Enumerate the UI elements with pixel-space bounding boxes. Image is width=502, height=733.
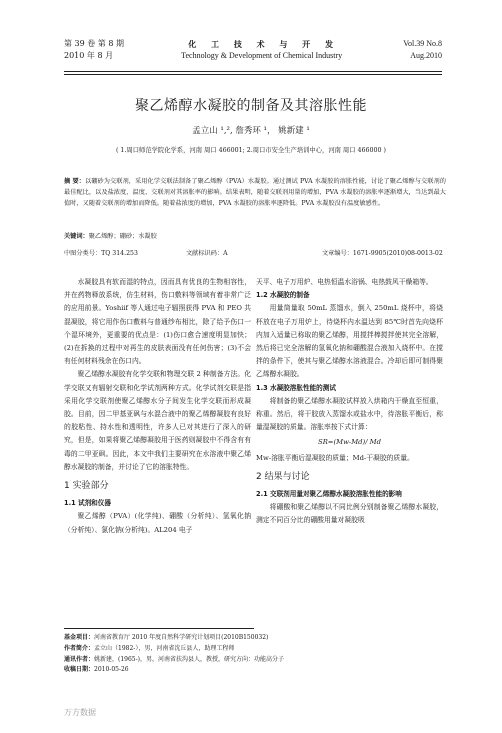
swelling-ratio-equation: SR=(Mw-Md)/ Md (318, 438, 381, 447)
reagents-paragraph: 聚乙烯醇（PVA）(化学纯)、硼酸（分析纯）、氢氧化钠（分析纯）、氯化钠(分析纯)。AL204 电子 (64, 512, 251, 534)
intro-paragraph-1: 水凝胶具有软而湿的特点，因而具有优良的生物相容性，并在药物释放系统，仿生材料，伤口敷料等领域有着非常广泛的应用前景。Yoshiif 等人通过电子辐照获得 PVA 和 PEO 共混凝胶，将它用作伤口敷料与普通纱布相比，除了给予伤口一个湿环境外，更重要的优点是：(1)伤口愈合速度明显加快；(2)在拆换的过程中对再生的皮肤表面没有任何伤害；(3)不会有任何材料残余在伤口内。 (64, 278, 251, 366)
header-rule-thin (64, 74, 442, 75)
affiliation: ( 1.周口师范学院化学系，河南 周口 466001; 2.周口市安全生产培训中心，河南 周口 466000 ) (115, 147, 387, 154)
date-en: Aug.2010 (410, 51, 442, 60)
equation-legend: Mw-溶胀平衡后湿凝胶的质量；Md-干凝胶的质量。 (256, 453, 414, 462)
footnote-received (64, 665, 454, 676)
swelling-test-paragraph: 将制备的聚乙烯醇水凝胶试样放入烘箱内干燥直至恒重，称重。然后，将干胶放入蒸馏水或盐水中，待溶胀平衡后，称量湿凝胶的质量。溶胀率按下式计算： (256, 396, 443, 432)
author-text: 孟立山（1982-），男，河南省沈丘县人，助理工程师 (94, 644, 235, 652)
abstract-label: 摘 要： (64, 178, 85, 185)
subsection-heading-reagents: 1.1 试剂和仪器 (64, 499, 111, 508)
footnote-fund (64, 633, 454, 644)
keywords-text: 聚乙烯醇；硼砂；水凝胶 (88, 233, 157, 240)
instruments-continued: 天平、电子万用炉、电热恒温水浴锅、电热鼓风干燥箱等。 (256, 278, 433, 286)
journal-name-en: Technology & Development of Chemical Industry (181, 51, 343, 60)
volume-cn: 第 39 卷 第 8 期 (64, 39, 124, 48)
subsection-heading-crosslinker-effect: 2.1 交联剂用量对聚乙烯醇水凝胶溶胀性能的影响 (256, 490, 402, 499)
section-heading-results: 2 结果与讨论 (256, 471, 310, 482)
fund-label: 基金项目： (64, 634, 95, 641)
abstract-text: 以硼砂为交联剂，采用化学交联法制备了聚乙烯醇（PVA）水凝胶。通过测试 PVA 水凝胶的溶胀性能，讨论了聚乙烯醇与交联剂的最佳配比，以及盐浓度、温度、交联剂对其溶胀率的影响。结果表明，随着交联剂用量的增加，PVA 水凝胶的溶胀率逐渐增大，当达到最大值时，又随着交联剂的增加而降低。随着盐浓度的增加，PVA 水凝胶的溶胀率逐降低。PVA 水凝胶没有温度敏感性。 (64, 178, 446, 207)
journal-name-cn: 化 工 技 术 与 开 发 (188, 39, 339, 49)
footnote-author (64, 644, 454, 655)
abstract (64, 176, 446, 209)
footnotes (64, 633, 454, 676)
author-label: 作者简介： (64, 644, 95, 652)
contact-text: 姚新建，(1965-)，男，河南省扶沟县人，教授，研究方向：功能高分子 (94, 655, 284, 663)
footnote-rule (64, 628, 254, 629)
preparation-paragraph: 用量筒量取 50mL 蒸馏水，倒入 250mL 烧杯中，将烧杯放在电子万用炉上，待烧杯内水温达到 85℃时首先向烧杯内加入适量已称取的聚乙烯醇，用搅拌棒搅拌使其完全溶解，然后将已完全溶解的氢氧化钠和硼酸混合液加入烧杯中。在搅拌的条件下，使其与聚乙烯醇水溶液混合。冷却后即可制得聚乙烯醇水凝胶。 (256, 304, 443, 379)
header-rule-thick (64, 71, 442, 72)
subsection-heading-preparation: 1.2 水凝胶的制备 (256, 291, 310, 300)
document-code: 文献标识码：A (186, 250, 228, 257)
author-list: 孟立山 ¹,², 詹秀环 ¹， 姚新建 ¹ (192, 126, 310, 136)
keywords-label: 关键词： (64, 233, 89, 240)
watermark: 万方数据 (64, 708, 96, 717)
classification-row (64, 248, 446, 257)
contact-label: 通讯作者： (64, 655, 95, 663)
running-header (64, 38, 442, 68)
footnote-contact (64, 655, 454, 666)
received-label: 收稿日期： (64, 666, 95, 674)
article-number: 文章编号：1671-9905(2010)08-0013-02 (322, 250, 443, 257)
date-cn: 2010 年 8 月 (64, 51, 114, 60)
volume-en: Vol.39 No.8 (403, 39, 442, 48)
section-heading-experimental: 1 实验部分 (64, 481, 109, 492)
subsection-heading-swelling-test: 1.3 水凝胶溶胀性能的测试 (256, 383, 336, 392)
keywords (64, 231, 157, 240)
clc-number: 中图分类号：TQ 314.253 (64, 250, 138, 257)
intro-paragraph-2: 聚乙烯醇水凝胶有化学交联和物理交联 2 种制备方法。化学交联又有辐射交联和化学试剂两种方式。化学试剂交联是指采用化学交联剂使聚乙烯醇水分子间发生化学交联而形成凝胶。目前，因二甲基亚砜与水混合液中的聚乙烯醇凝胶有良好的胶粘性、持水性和透明性，许多人已对其进行了深入的研究，但是，如果将聚乙烯醇凝胶用于医药则凝胶中不得含有有毒的二甲亚砜。因此，本文中我们主要研究在水溶液中聚乙烯醇水凝胶的制备，并讨论了它的溶胀特性。 (64, 370, 251, 471)
crosslinker-paragraph: 将硼酸和聚乙烯醇以不同比例分别制备聚乙烯醇水凝胶，测定不同百分比的硼酸用量对凝胶吸 (256, 503, 443, 525)
body-column-left (64, 276, 251, 537)
received-text: 2010-05-26 (94, 666, 129, 674)
body-column-right (256, 276, 443, 528)
article-title: 聚乙烯醇水凝胶的制备及其溶胀性能 (135, 98, 367, 114)
fund-text: 河南省教育厅 2010 年度自然科学研究计划项目(2010B150032) (94, 634, 269, 641)
